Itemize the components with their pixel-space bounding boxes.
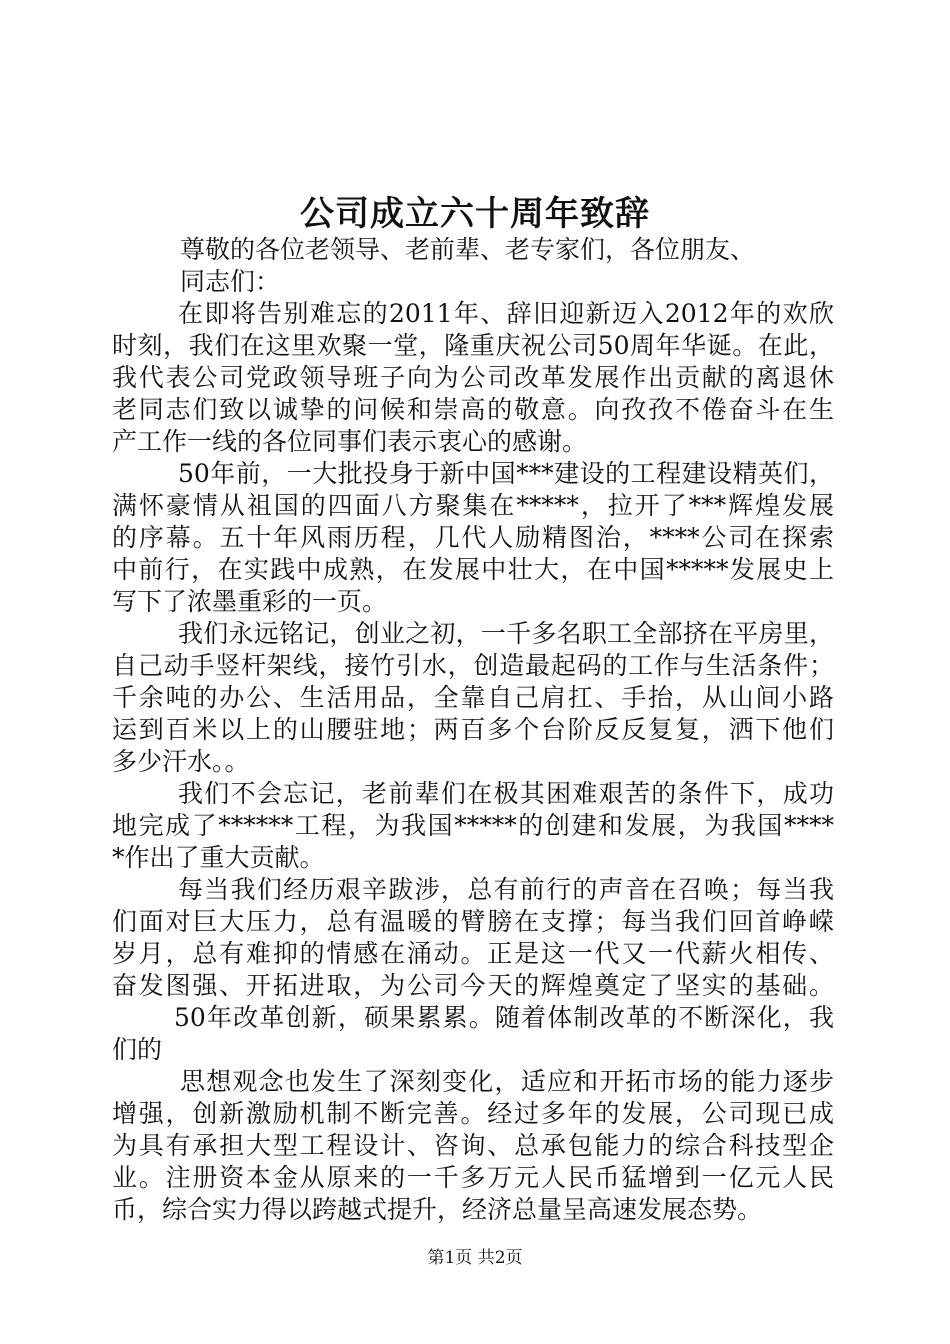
paragraph-line: 多少汗水。。 xyxy=(112,747,250,776)
paragraph-line: 50年改革创新，硕果累累。随着体制改革的不断深化，我 xyxy=(174,1003,834,1032)
paragraph-line: 为具有承担大型工程设计、咨询、总承包能力的综合科技型企 xyxy=(112,1131,834,1160)
paragraph-line: 奋发图强、开拓进取，为公司今天的辉煌奠定了坚实的基础。 xyxy=(112,971,834,1000)
paragraph-line: 岁月，总有难抑的情感在涌动。正是这一代又一代薪火相传、 xyxy=(112,939,834,968)
paragraph-line: 们面对巨大压力，总有温暖的臂膀在支撑；每当我们回首峥嵘 xyxy=(112,907,834,936)
paragraph-line: 中前行，在实践中成熟，在发展中壮大，在中国*****发展史上 xyxy=(112,555,834,584)
paragraph-line: 们的 xyxy=(112,1035,163,1064)
paragraph-line: 写下了浓墨重彩的一页。 xyxy=(112,587,388,616)
salutation-line: 尊敬的各位老领导、老前辈、老专家们，各位朋友、 xyxy=(180,235,756,264)
paragraph-line: 的序幕。五十年风雨历程，几代人励精图治，****公司在探索 xyxy=(112,523,834,552)
paragraph-line: 在即将告别难忘的2011年、辞旧迎新迈入2012年的欢欣 xyxy=(178,299,834,328)
paragraph-line: 地完成了******工程，为我国*****的创建和发展，为我国**** xyxy=(112,811,834,840)
paragraph-line: 运到百米以上的山腰驻地；两百多个台阶反反复复，洒下他们 xyxy=(112,715,834,744)
salutation-line: 同志们： xyxy=(180,267,281,296)
paragraph-line: 增强，创新激励机制不断完善。经过多年的发展，公司现已成 xyxy=(112,1099,834,1128)
paragraph-line: 50年前，一大批投身于新中国***建设的工程建设精英们， xyxy=(178,459,834,488)
paragraph-line: 自己动手竖杆架线，接竹引水，创造最起码的工作与生活条件； xyxy=(112,651,834,680)
paragraph-line: 产工作一线的各位同事们表示衷心的感谢。 xyxy=(112,427,588,456)
paragraph-line: 老同志们致以诚挚的问候和崇高的敬意。向孜孜不倦奋斗在生 xyxy=(112,395,834,424)
page-number-footer: 第1页 共2页 xyxy=(427,1248,523,1268)
paragraph-line: 业。注册资本金从原来的一千多万元人民币猛增到一亿元人民 xyxy=(112,1163,834,1192)
paragraph-line: 时刻，我们在这里欢聚一堂，隆重庆祝公司50周年华诞。在此， xyxy=(112,331,834,360)
paragraph-line: 思想观念也发生了深刻变化，适应和开拓市场的能力逐步 xyxy=(180,1067,834,1096)
paragraph-line: 千余吨的办公、生活用品，全靠自己肩扛、手抬，从山间小路 xyxy=(112,683,834,712)
paragraph-line: 每当我们经历艰辛跋涉，总有前行的声音在召唤；每当我 xyxy=(178,875,834,904)
paragraph-line: *作出了重大贡献。 xyxy=(112,843,325,872)
paragraph-line: 我代表公司党政领导班子向为公司改革发展作出贡献的离退休 xyxy=(112,363,834,392)
paragraph-line: 我们永远铭记，创业之初，一千多名职工全部挤在平房里， xyxy=(178,619,834,648)
document-title: 公司成立六十周年致辞 xyxy=(300,194,650,234)
paragraph-line: 满怀豪情从祖国的四面八方聚集在*****，拉开了***辉煌发展 xyxy=(112,491,834,520)
document-body xyxy=(112,234,834,1226)
paragraph-line: 我们不会忘记，老前辈们在极其困难艰苦的条件下，成功 xyxy=(178,779,834,808)
paragraph-line: 币，综合实力得以跨越式提升，经济总量呈高速发展态势。 xyxy=(112,1195,763,1224)
